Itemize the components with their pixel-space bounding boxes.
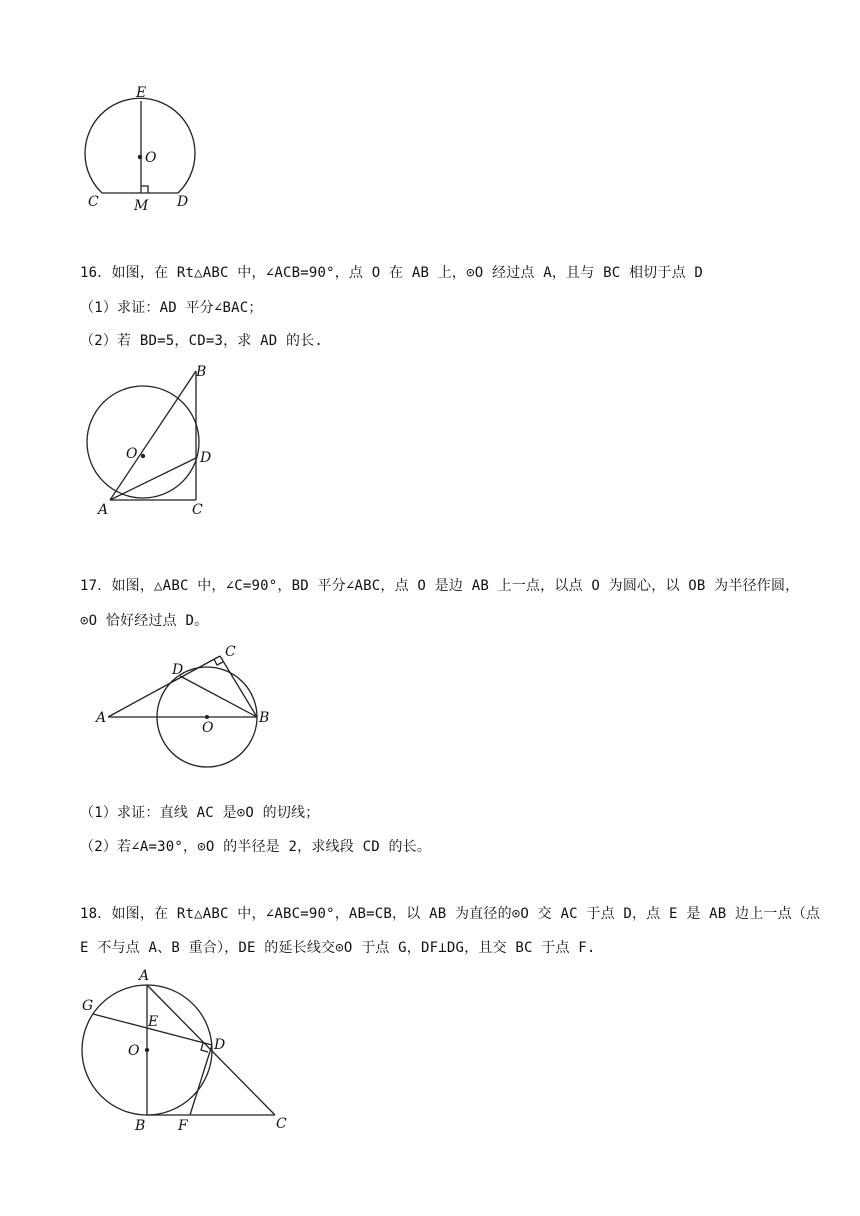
label-o-q18: O: [128, 1043, 140, 1059]
figure-q18: [75, 965, 295, 1135]
q18-stem-line1: 18．如图，在 Rt△ABC 中，∠ABC=90°，AB=CB，以 AB 为直径的⊙O 交 AC 于点 D，点 E 是 AB 边上一点（点: [80, 906, 821, 922]
q17-stem-line1: 17．如图，△ABC 中，∠C=90°，BD 平分∠ABC，点 O 是边 AB 上一点，以点 O 为圆心，以 OB 为半径作圆，: [80, 578, 800, 594]
label-a-q16: A: [98, 502, 109, 518]
label-e-q15: E: [136, 85, 147, 101]
circle-q16: [87, 386, 199, 498]
q17-stem-line2: ⊙O 恰好经过点 D。: [80, 613, 209, 629]
label-b-q16: B: [196, 364, 207, 380]
q16-part2: （2）若 BD=5，CD=3，求 AD 的长.: [80, 333, 324, 349]
label-d-q15: D: [177, 194, 189, 210]
q17-part1: （1）求证：直线 AC 是⊙O 的切线；: [80, 805, 320, 821]
arc-q15: [85, 98, 195, 193]
label-c-q17: C: [225, 644, 236, 660]
label-d-q16: D: [200, 450, 212, 466]
center-dot-q17: [205, 715, 209, 719]
figure-q16: [80, 360, 230, 520]
q17-part2: （2）若∠A=30°，⊙O 的半径是 2，求线段 CD 的长。: [80, 839, 432, 855]
label-d-q17: D: [172, 662, 184, 678]
label-o-q15: O: [145, 150, 157, 166]
center-dot-q15: [138, 155, 142, 159]
q18-stem-line2: E 不与点 A、B 重合），DE 的延长线交⊙O 于点 G，DF⊥DG，且交 BC 于点 F.: [80, 940, 596, 956]
label-m-q15: M: [134, 198, 149, 214]
figure-q17: [90, 640, 280, 775]
label-g-q18: G: [82, 998, 94, 1014]
segment-ac-q17: [108, 656, 220, 717]
label-b-q17: B: [259, 710, 270, 726]
center-dot-q18: [145, 1048, 149, 1052]
label-b-q18: B: [135, 1118, 146, 1134]
label-c-q16: C: [192, 502, 203, 518]
q16-part1: （1）求证：AD 平分∠BAC；: [80, 300, 263, 316]
q16-stem: 16．如图，在 Rt△ABC 中，∠ACB=90°，点 O 在 AB 上，⊙O 经过点 A，且与 BC 相切于点 D: [80, 265, 704, 281]
label-a-q17: A: [96, 710, 107, 726]
label-c-q18: C: [276, 1116, 287, 1132]
label-c-q15: C: [88, 194, 99, 210]
label-o-q16: O: [126, 446, 138, 462]
label-d-q18: D: [214, 1037, 226, 1053]
label-a-q18: A: [139, 968, 150, 984]
label-f-q18: F: [178, 1118, 188, 1134]
segment-df-q18: [190, 1045, 212, 1115]
right-angle-mark-q15: [141, 186, 148, 193]
segment-ad-q16: [110, 458, 196, 500]
label-o-q17: O: [202, 720, 214, 736]
segment-bd-q17: [180, 676, 257, 717]
figure-q15: [70, 78, 230, 218]
center-dot-q16: [141, 454, 145, 458]
label-e-q18: E: [148, 1014, 159, 1030]
